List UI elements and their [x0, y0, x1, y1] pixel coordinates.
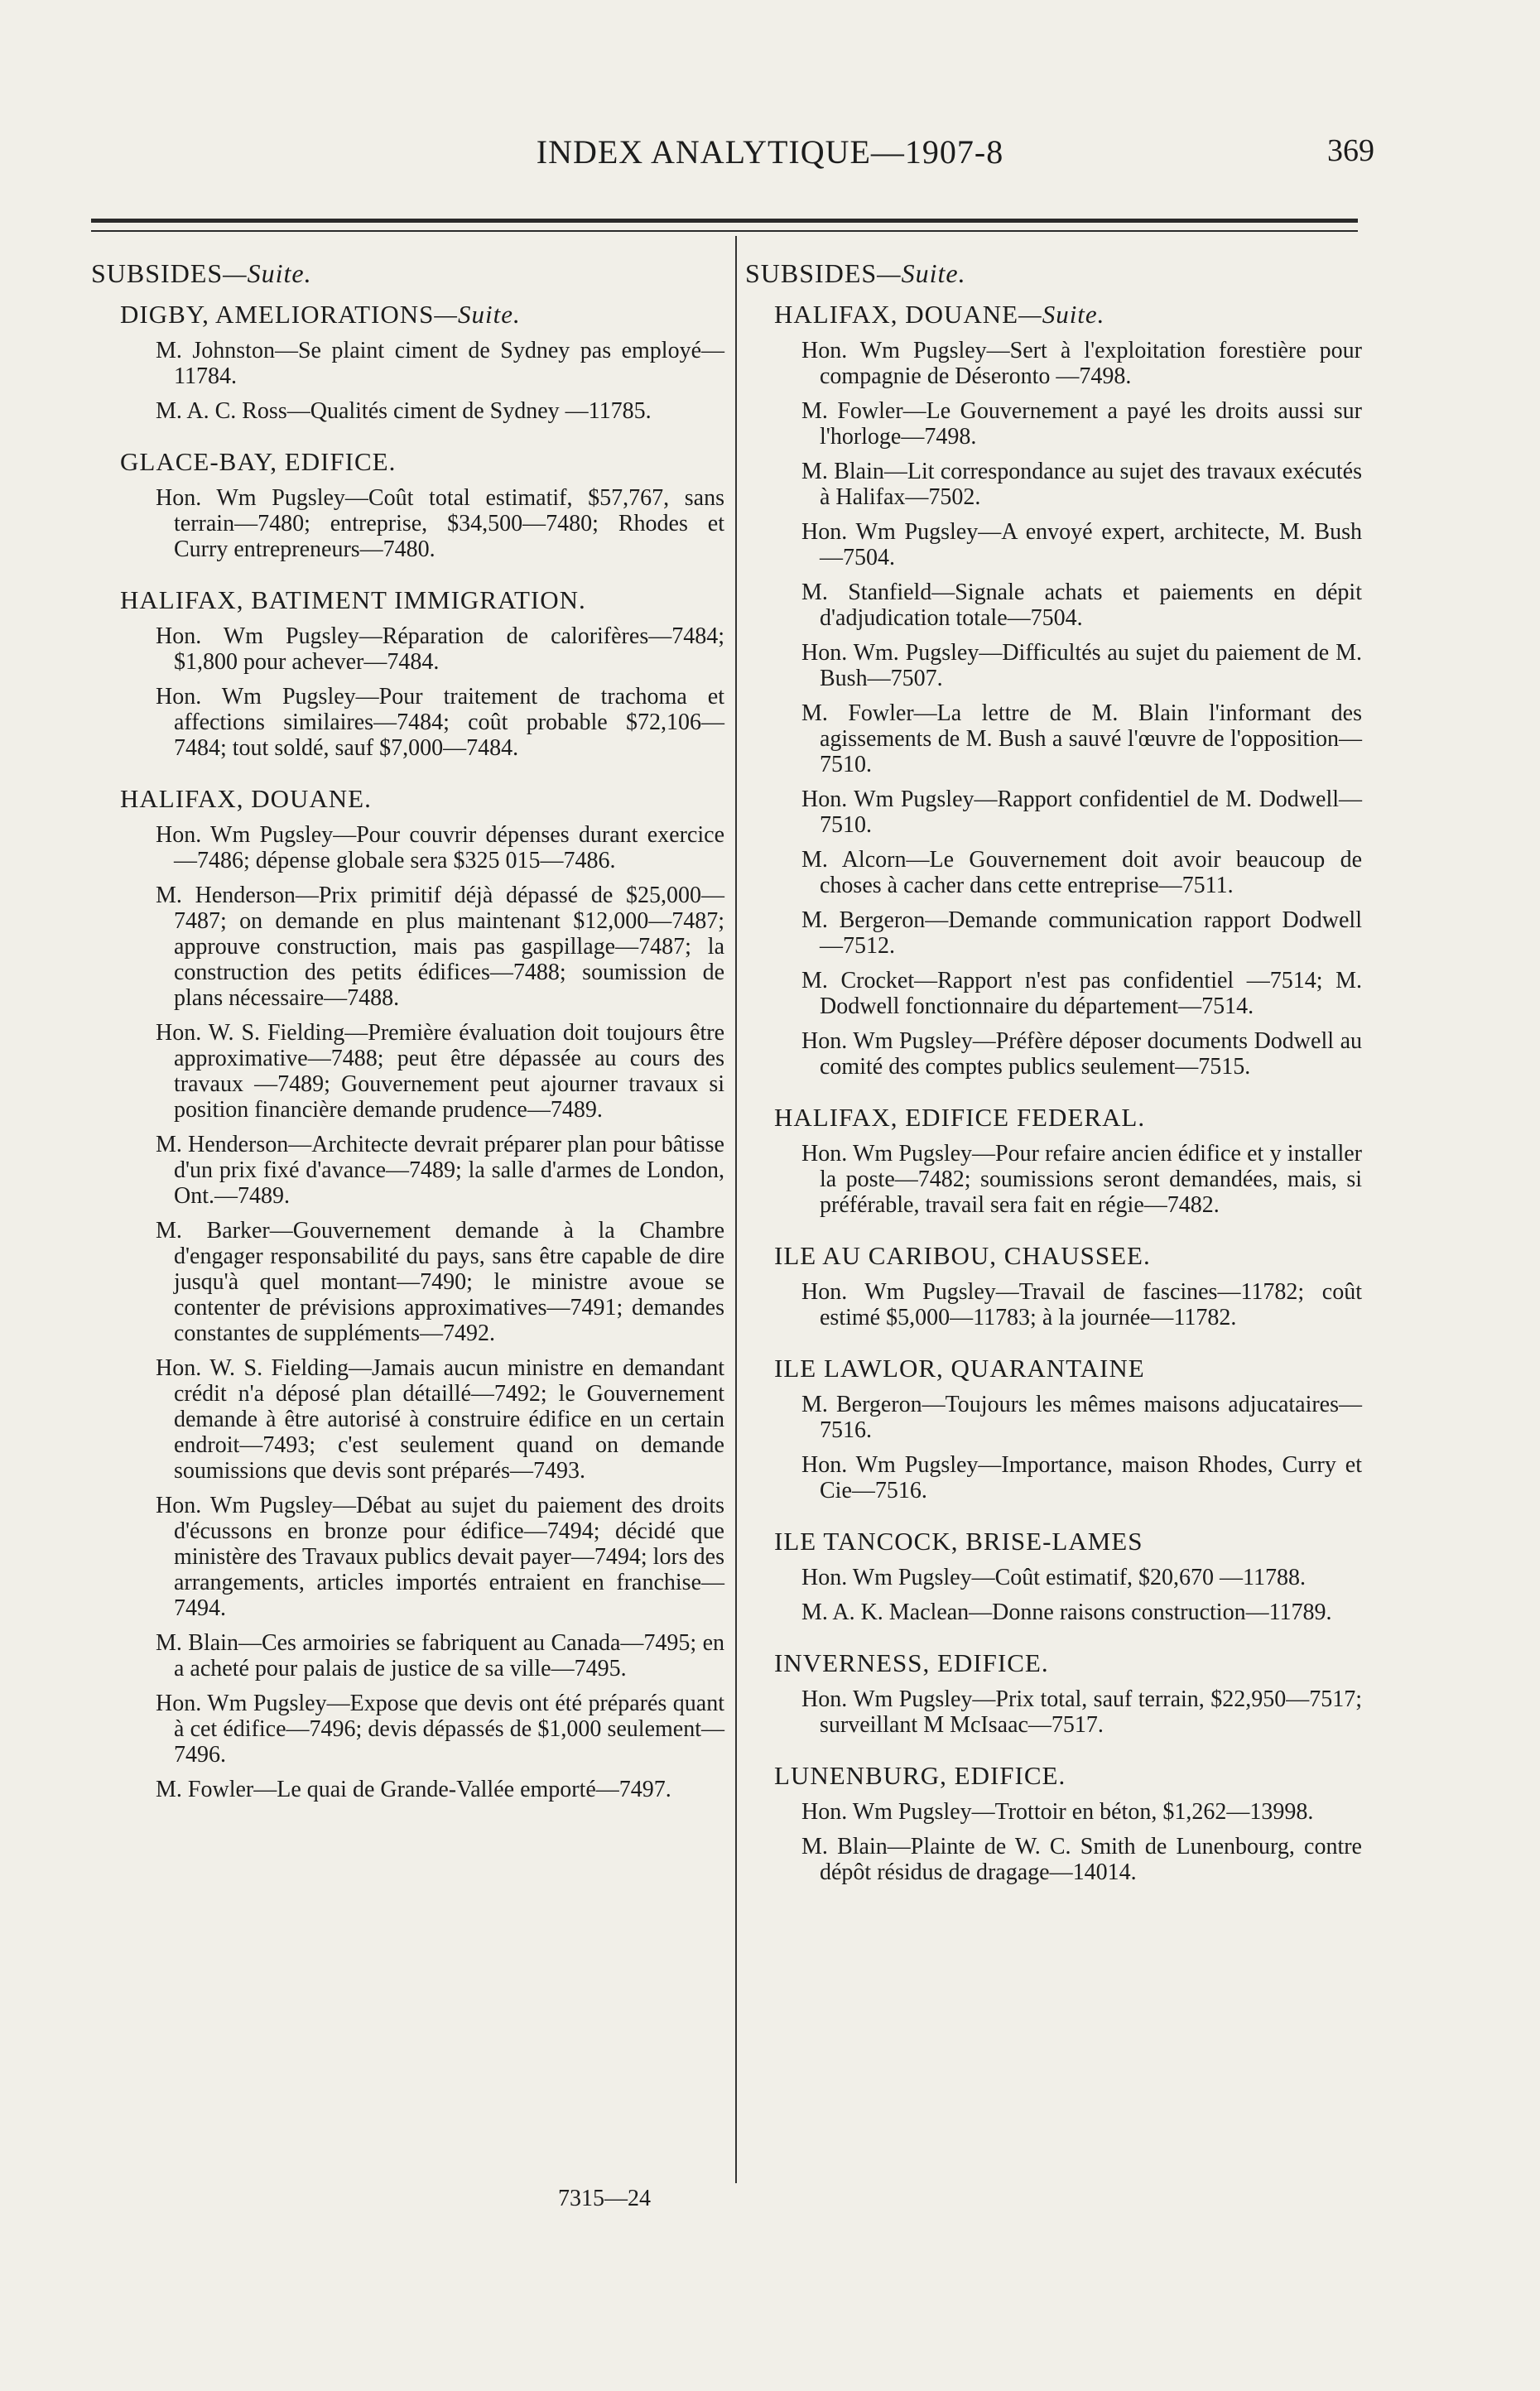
index-entry: Hon. Wm Pugsley—Travail de fascines—11782; coût estimé $5,000—11783; à la journée—11782. — [801, 1279, 1362, 1330]
index-entry: M. Alcorn—Le Gouvernement doit avoir beaucoup de choses à cacher dans cette entreprise—7511. — [801, 847, 1362, 898]
right-column-heading — [745, 258, 1362, 288]
index-entry: Hon. Wm Pugsley—Débat au sujet du paiement des droits d'écussons en bronze pour édifice—7494; décidé que ministère des Travaux publics devait payer—7494; lors des arrangements, articles importés entraient en franchise—7494. — [156, 1493, 724, 1621]
section-title: ILE AU CARIBOU, CHAUSSEE. — [774, 1241, 1151, 1270]
index-entry: M. Henderson—Architecte devrait préparer plan pour bâtisse d'un prix fixé d'avance—7489; la salle d'armes de London, Ont.—7489. — [156, 1132, 724, 1209]
index-entry: M. Bergeron—Toujours les mêmes maisons adjucataires—7516. — [801, 1392, 1362, 1443]
index-entry: M. A. K. Maclean—Donne raisons construction—11789. — [801, 1600, 1332, 1625]
index-entry: M. Crocket—Rapport n'est pas confidentiel —7514; M. Dodwell fonctionnaire du département—7514. — [801, 968, 1362, 1019]
section-halifax-edifice-federal — [745, 1103, 1362, 1218]
section-title-suite: —Suite. — [1018, 300, 1105, 329]
running-head: INDEX ANALYTIQUE—1907-8 — [536, 133, 1004, 171]
section-halifax-immigration — [91, 585, 724, 761]
index-entry: M. Stanfield—Signale achats et paiements en dépit d'adjudication totale—7504. — [801, 580, 1362, 631]
index-entry: Hon. Wm Pugsley—Pour refaire ancien édifice et y installer la poste—7482; soumissions seront demandées, mais, si préférable, travail sera fait en régie—7482. — [801, 1141, 1362, 1218]
section-title-text: HALIFAX, DOUANE — [774, 300, 1019, 329]
heading-suite: —Suite. — [877, 258, 966, 288]
section-title: INVERNESS, EDIFICE. — [774, 1648, 1049, 1677]
section-ile-tancock — [745, 1527, 1362, 1625]
section-digby — [91, 300, 724, 424]
header-rule-thin — [91, 230, 1358, 232]
index-entry: M. Fowler—La lettre de M. Blain l'informant des agissements de M. Bush a sauvé l'œuvre de l'opposition—7510. — [801, 700, 1362, 777]
section-title: ILE TANCOCK, BRISE-LAMES — [774, 1527, 1143, 1556]
section-title: GLACE-BAY, EDIFICE. — [120, 447, 397, 476]
section-halifax-douane — [91, 784, 724, 1802]
index-entry: Hon. Wm Pugsley—Pour traitement de trachoma et affections similaires—7484; coût probable $72,106—7484; tout soldé, sauf $7,000—7484. — [156, 684, 724, 761]
index-entry: Hon. Wm. Pugsley—Difficultés au sujet du paiement de M. Bush—7507. — [801, 640, 1362, 691]
section-title: LUNENBURG, EDIFICE. — [774, 1761, 1066, 1790]
header-rule-thick — [91, 219, 1358, 223]
section-ile-lawlor — [745, 1354, 1362, 1503]
index-entry: M. Fowler—Le quai de Grande-Vallée emporté—7497. — [156, 1777, 671, 1802]
index-entry: Hon. Wm Pugsley—A envoyé expert, architecte, M. Bush—7504. — [801, 519, 1362, 570]
index-entry: M. Johnston—Se plaint ciment de Sydney pas employé—11784. — [156, 338, 724, 389]
section-ile-au-caribou — [745, 1241, 1362, 1330]
section-title: HALIFAX, EDIFICE FEDERAL. — [774, 1103, 1146, 1132]
index-entry: Hon. Wm Pugsley—Expose que devis ont été préparés quant à cet édifice—7496; devis dépassés de $1,000 seulement—7496. — [156, 1691, 724, 1768]
index-entry: M. Fowler—Le Gouvernement a payé les droits aussi sur l'horloge—7498. — [801, 398, 1362, 450]
section-halifax-douane-suite — [745, 300, 1362, 1080]
index-entry: M. A. C. Ross—Qualités ciment de Sydney —11785. — [156, 398, 652, 424]
right-column — [745, 258, 1362, 1908]
section-lunenburg — [745, 1761, 1362, 1885]
index-entry: Hon. Wm Pugsley—Pour couvrir dépenses durant exercice—7486; dépense globale sera $325 015—7486. — [156, 822, 724, 873]
left-column — [91, 258, 724, 1826]
signature-mark: 7315—24 — [558, 2186, 651, 2211]
section-inverness — [745, 1648, 1362, 1738]
index-entry: Hon. Wm Pugsley—Sert à l'exploitation forestière pour compagnie de Déseronto —7498. — [801, 338, 1362, 389]
index-entry: Hon. Wm Pugsley—Coût estimatif, $20,670 —11788. — [801, 1565, 1306, 1590]
index-entry: M. Blain—Plainte de W. C. Smith de Lunenbourg, contre dépôt résidus de dragage—14014. — [801, 1834, 1362, 1885]
page-number: 369 — [1327, 133, 1374, 168]
section-title: HALIFAX, DOUANE. — [120, 784, 372, 813]
section-title: HALIFAX, BATIMENT IMMIGRATION. — [120, 585, 586, 614]
left-column-heading — [91, 258, 724, 288]
index-entry: Hon. Wm Pugsley—Rapport confidentiel de M. Dodwell—7510. — [801, 787, 1362, 838]
index-entry: M. Barker—Gouvernement demande à la Chambre d'engager responsabilité du pays, sans être capable de dire jusqu'à quel montant—7490; le ministre avoue se contenter de prévisions approximatives—7491; demandes constantes de suppléments—7492. — [156, 1218, 724, 1346]
index-entry: M. Henderson—Prix primitif déjà dépassé de $25,000—7487; on demande en plus maintenant $12,000—7487; approuve construction, mais pas gaspillage—7487; la construction des petits édifices—7488; soumission de plans nécessaire—7488. — [156, 883, 724, 1011]
index-entry: Hon. Wm Pugsley—Importance, maison Rhodes, Curry et Cie—7516. — [801, 1452, 1362, 1503]
section-title-text: DIGBY, AMELIORATIONS — [120, 300, 435, 329]
column-divider — [735, 236, 737, 2183]
section-title: ILE LAWLOR, QUARANTAINE — [774, 1354, 1145, 1383]
index-entry: Hon. Wm Pugsley—Trottoir en béton, $1,262—13998. — [801, 1799, 1314, 1825]
section-title — [120, 300, 724, 330]
index-entry: Hon. W. S. Fielding—Première évaluation doit toujours être approximative—7488; peut être dépassée au cours des travaux —7489; Gouvernement peut ajourner travaux si position financière demande prudence—7489. — [156, 1020, 724, 1123]
heading-suite: —Suite. — [223, 258, 312, 288]
heading-text: SUBSIDES — [91, 258, 224, 288]
heading-text: SUBSIDES — [745, 258, 878, 288]
index-entry: Hon. Wm Pugsley—Réparation de calorifères—7484; $1,800 pour achever—7484. — [156, 623, 724, 675]
index-entry: Hon. Wm Pugsley—Préfère déposer documents Dodwell au comité des comptes publics seulement—7515. — [801, 1028, 1362, 1080]
index-entry: Hon. W. S. Fielding—Jamais aucun ministre en demandant crédit n'a déposé plan détaillé—7492; le Gouvernement demande à être autorisé à construire édifice en un certain endroit—7493; c'est seulement quand on demande soumissions que devis sont préparés—7493. — [156, 1355, 724, 1484]
section-glace-bay — [91, 447, 724, 562]
index-entry: M. Blain—Lit correspondance au sujet des travaux exécutés à Halifax—7502. — [801, 459, 1362, 510]
index-entry: M. Blain—Ces armoiries se fabriquent au Canada—7495; en a acheté pour palais de justice de sa ville—7495. — [156, 1630, 724, 1681]
section-title-suite: —Suite. — [434, 300, 521, 329]
section-title — [774, 300, 1362, 330]
index-entry: Hon. Wm Pugsley—Coût total estimatif, $57,767, sans terrain—7480; entreprise, $34,500—7480; Rhodes et Curry entrepreneurs—7480. — [156, 485, 724, 562]
index-entry: Hon. Wm Pugsley—Prix total, sauf terrain, $22,950—7517; surveillant M McIsaac—7517. — [801, 1686, 1362, 1738]
index-entry: M. Bergeron—Demande communication rapport Dodwell—7512. — [801, 907, 1362, 959]
